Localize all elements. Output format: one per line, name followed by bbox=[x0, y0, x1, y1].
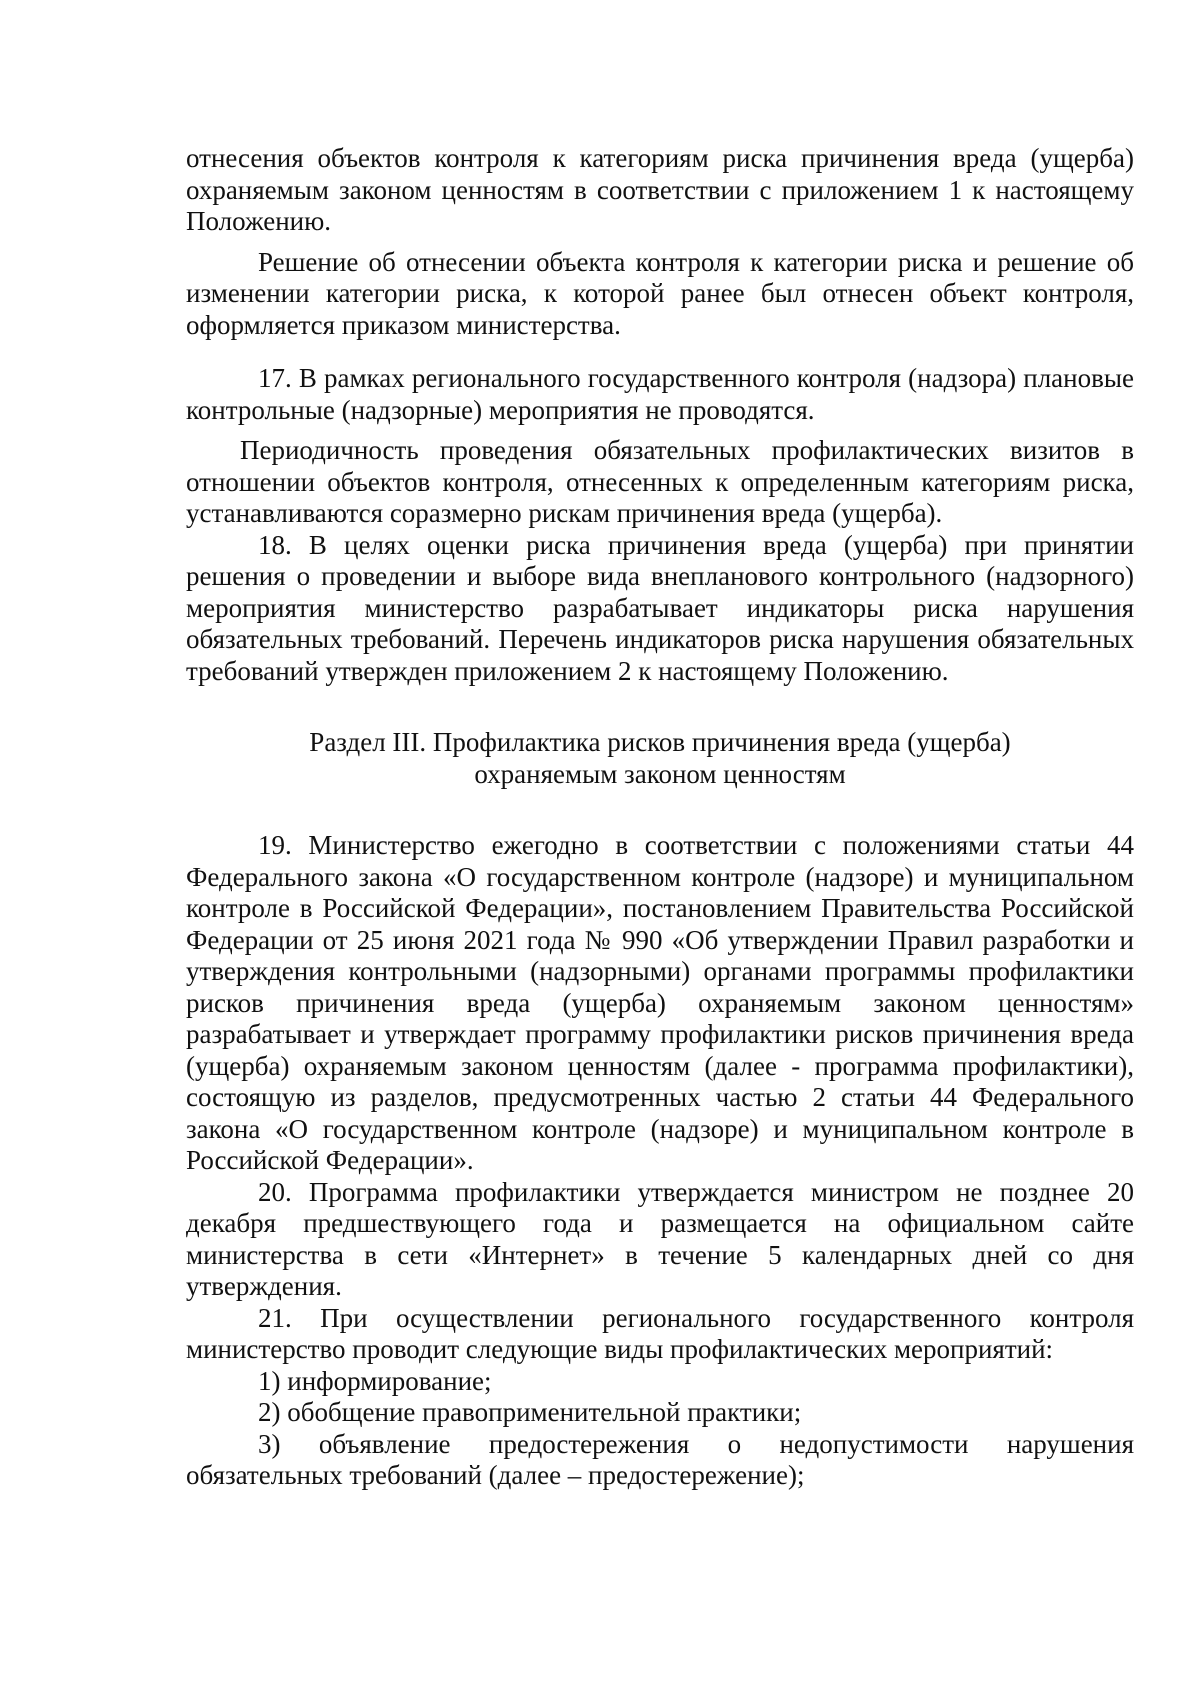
section-heading-line2: охраняемым законом ценностям bbox=[474, 758, 846, 789]
paragraph-visit-frequency: Периодичность проведения обязательных профилактических визитов в отношении объектов контроля, отнесенных к определенным категориям риска, устанавливаются соразмерно рискам причинения вреда (ущерба). bbox=[186, 435, 1134, 528]
paragraph-19: 19. Министерство ежегодно в соответствии с положениями статьи 44 Федерального закона «О государственном контроле (надзоре) и муниципальном контроле в Российской Федерации», постановлением Правительства Российской Федерации от 25 июня 2021 года № 990 «Об утверждении Правил разработки и утверждения контрольными (надзорными) органами программы профилактики рисков причинения вреда (ущерба) охраняемым законом ценностям» разрабатывает и утверждает программу профилактики рисков причинения вреда (ущерба) охраняемым законом ценностям (далее - программа профилактики), состоящую из разделов, предусмотренных частью 2 статьи 44 Федерального закона «О государственном контроле (надзоре) и муниципальном контроле в Российской Федерации». bbox=[186, 830, 1134, 1175]
paragraph-20: 20. Программа профилактики утверждается министром не позднее 20 декабря предшествующего года и размещается на официальном сайте министерства в сети «Интернет» в течение 5 календарных дней со дня утверждения. bbox=[186, 1176, 1134, 1301]
paragraph-18: 18. В целях оценки риска причинения вреда (ущерба) при принятии решения о проведении и выборе вида внепланового контрольного (надзорного) мероприятия министерство разрабатывает индикаторы риска нарушения обязательных требований. Перечень индикаторов риска нарушения обязательных требований утвержден приложением 2 к настоящему Положению. bbox=[186, 529, 1134, 686]
list-item-3: 3) объявление предостережения о недопустимости нарушения обязательных требований (далее – предостережение); bbox=[186, 1428, 1134, 1490]
paragraph-risk-decision: Решение об отнесении объекта контроля к категории риска и решение об изменении категории риска, к которой ранее был отнесен объект контроля, оформляется приказом министерства. bbox=[186, 246, 1134, 340]
section-heading bbox=[186, 727, 1134, 790]
section-heading-line1: Раздел III. Профилактика рисков причинения вреда (ущерба) bbox=[309, 727, 1011, 757]
list-item-2: 2) обобщение правоприменительной практики; bbox=[258, 1397, 802, 1427]
document-page bbox=[186, 143, 1134, 1492]
paragraph-continuation: отнесения объектов контроля к категориям риска причинения вреда (ущерба) охраняемым законом ценностям в соответствии с приложением 1 к настоящему Положению. bbox=[186, 143, 1134, 236]
list-item-1: 1) информирование; bbox=[258, 1365, 492, 1396]
paragraph-21: 21. При осуществлении регионального государственного контроля министерство проводит следующие виды профилактических мероприятий: bbox=[186, 1302, 1134, 1364]
paragraph-17: 17. В рамках регионального государственного контроля (надзора) плановые контрольные (надзорные) мероприятия не проводятся. bbox=[186, 363, 1134, 425]
